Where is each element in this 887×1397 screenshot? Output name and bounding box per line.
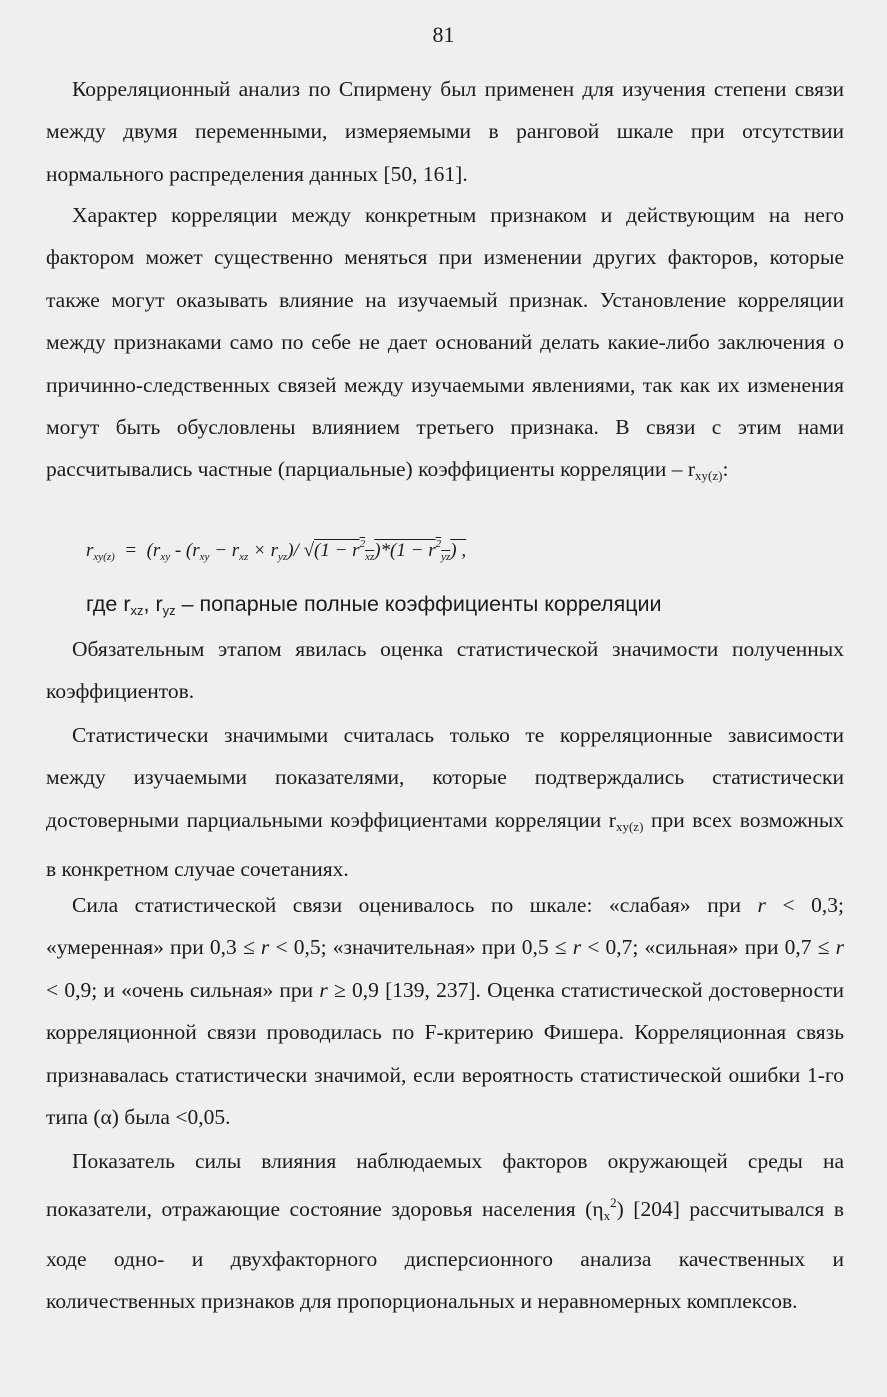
formula-sup: 2 <box>435 538 442 550</box>
paragraph-effect-size <box>46 1140 850 1323</box>
punctuation: : <box>722 457 729 482</box>
symbol-subscript: xy(z) <box>695 468 723 484</box>
formula-sub: xz <box>365 551 375 563</box>
note-text: где r <box>86 592 131 616</box>
formula-sub: xz <box>239 551 249 563</box>
partial-correlation-formula <box>86 538 726 563</box>
paragraph-text: при всех возможных в конкретном случае сочетаниях. <box>46 807 845 882</box>
formula-term: )/ √ <box>287 540 315 561</box>
paragraph-spearman <box>46 68 844 195</box>
eta-subscript: x <box>603 1208 611 1224</box>
paragraph-partial-correlation <box>46 194 844 498</box>
note-text: , r <box>143 592 163 616</box>
formula-term: ) , <box>450 540 467 561</box>
formula-sub: yz <box>441 551 451 563</box>
note-sub: yz <box>162 603 176 618</box>
note-sub: xz <box>130 603 144 618</box>
symbol-r: r <box>608 807 616 832</box>
paragraph-text: < 0,7; «сильная» при 0,7 ≤ <box>581 935 836 960</box>
formula-lhs: r <box>86 540 94 561</box>
symbol-r: r <box>835 935 844 960</box>
formula-lhs-sub: xy(z) <box>93 551 115 563</box>
paragraph-significance <box>46 628 844 713</box>
formula-term: )*(1 − r <box>374 540 436 561</box>
formula-sup: 2 <box>359 538 366 550</box>
symbol-r: r <box>757 893 766 917</box>
formula-sqrt-body <box>314 540 466 561</box>
paragraph-text: Корреляционный анализ по Спирмену был применен для изучения степени связи между двумя переменными, измеряемыми в ранговой шкале при отсутствии нормального распределения данных [50, 161]. <box>46 77 844 186</box>
paragraph-text: Сила статистической связи оценивалось по шкале: «слабая» при <box>72 893 758 917</box>
symbol-r: r <box>319 977 328 1002</box>
paragraph-text: < 0,9; и «очень сильная» при <box>46 935 850 1002</box>
formula-sub: xy <box>160 551 171 563</box>
paragraph-text: Характер корреляции между конкретным признаком и действующим на него фактором может существенно меняться при изменении других факторов, которые также могут оказывать влияние на изучаемый признак. Установление корреляции между признаками само по себе не дает оснований делать какие-либо заключения о причинно-следственных связей между изучаемыми явлениями, так как их изменения могут быть обусловлены влиянием третьего признака. В связи с этим нами рассчитывались частные (парциальные) коэффициенты корреляции – <box>46 203 844 482</box>
symbol-r: r <box>572 935 582 960</box>
formula-term: (r <box>146 540 161 561</box>
paragraph-text: < 0,5; «значительная» при 0,5 ≤ <box>269 935 573 960</box>
paragraph-significant-dependencies <box>46 714 844 891</box>
paragraph-text: Статистически значимыми считалась только те корреляционные зависимости между изучаемыми показателями, которые подтверждались статистически достоверными парциальными коэффициентами корреляции <box>46 723 844 832</box>
paragraph-text: Обязательным этапом явилась оценка статистической значимости полученных коэффициентов. <box>46 637 844 704</box>
formula-term: (1 − r <box>314 540 360 561</box>
formula-term: − r <box>209 540 240 561</box>
paragraph-strength-scale <box>46 884 850 1138</box>
formula-note <box>86 592 786 618</box>
symbol-subscript: xy(z) <box>615 818 644 834</box>
page-number: 81 <box>432 22 455 47</box>
paragraph-text: < 0,3; «умеренная» при 0,3 ≤ <box>46 893 850 960</box>
formula-sub: yz <box>278 551 288 563</box>
paragraph-text: Показатель силы влияния наблюдаемых факторов окружающей среды на показатели, отражающие состояние здоровья населения (η <box>46 1149 844 1222</box>
paragraph-text: ) [204] рассчитывался в ходе одно- и двухфакторного дисперсионного анализа качественных и количественных признаков для пропорциональных и неравномерных комплексов. <box>46 1197 850 1314</box>
symbol-r: r <box>260 935 270 960</box>
formula-term: - (r <box>170 540 200 561</box>
formula-sub: xy <box>199 551 210 563</box>
paragraph-text: ≥ 0,9 [139, 237]. Оценка статистической достоверности корреляционной связи проводилась по F-критерию Фишера. Корреляционная связь признавалась статистически значимой, если вероятность статистической ошибки 1-го типа (α) была <0,05. <box>46 977 850 1130</box>
eta-superscript: 2 <box>610 1195 617 1211</box>
formula-term: × r <box>248 540 279 561</box>
note-text: – попарные полные коэффициенты корреляции <box>175 592 662 616</box>
formula-eq: = <box>119 540 142 561</box>
symbol-r: r <box>687 457 696 482</box>
